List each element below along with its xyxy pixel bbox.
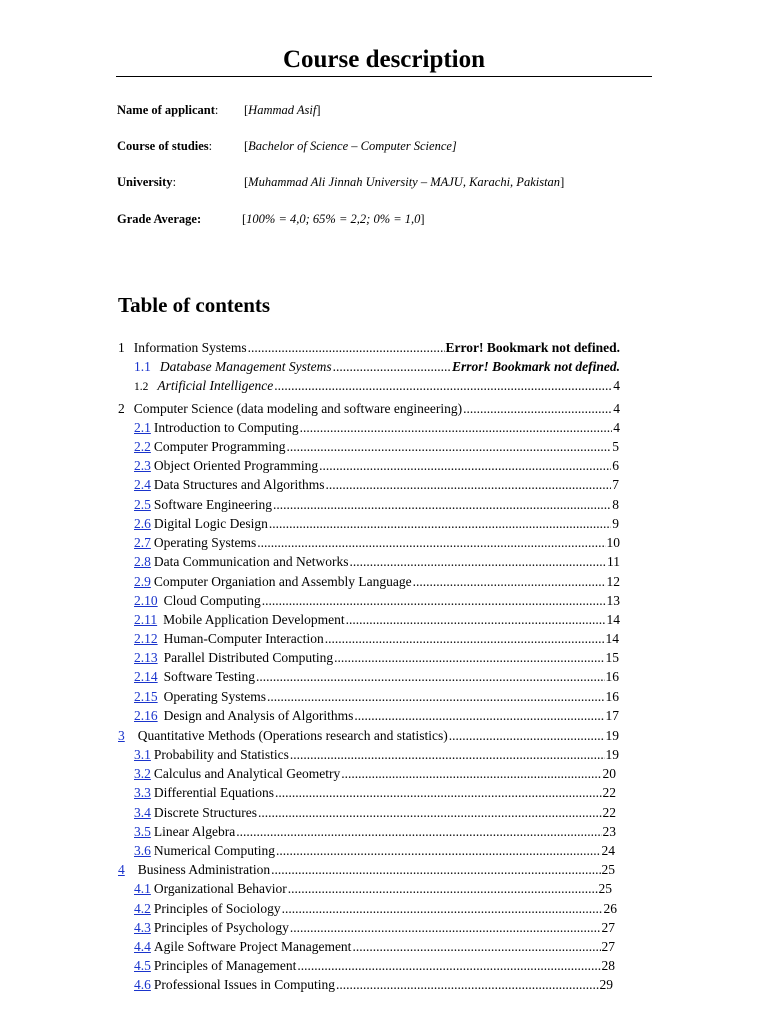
toc-entry-page: 6 [612, 458, 619, 473]
toc-dot-leader [336, 976, 599, 994]
field-label: Grade Average: [117, 212, 202, 226]
toc-entry-number[interactable]: 2.13 [134, 650, 158, 665]
toc-entry-page: 25 [598, 881, 612, 896]
toc-entry[interactable] [134, 515, 619, 533]
toc-entry-page: 5 [612, 439, 619, 454]
toc-entry-title: Digital Logic Design [153, 516, 268, 531]
document-title: Course description [282, 46, 486, 73]
toc-entry-title: Software Testing [163, 669, 256, 684]
toc-entry-title: Design and Analysis of Algorithms [163, 708, 354, 723]
toc-entry[interactable] [134, 630, 619, 648]
toc-entry[interactable] [134, 900, 617, 918]
toc-entry-number[interactable]: 4.6 [134, 977, 151, 992]
toc-dot-leader [297, 957, 600, 975]
title-underline [116, 76, 652, 77]
toc-entry[interactable] [134, 804, 616, 822]
toc-entry-title: Cloud Computing [163, 593, 261, 608]
toc-entry-title: Parallel Distributed Computing [163, 650, 334, 665]
toc-entry[interactable] [118, 339, 620, 357]
toc-entry-number[interactable]: 2.16 [134, 708, 158, 723]
toc-entry-title: Business Administration [137, 862, 271, 877]
toc-dot-leader [288, 880, 598, 898]
toc-entry[interactable] [134, 457, 619, 475]
toc-dot-leader [413, 573, 606, 591]
toc-entry-page: 19 [605, 747, 619, 762]
toc-entry-page: Error! Bookmark not defined. [445, 340, 620, 355]
toc-entry-title: Discrete Structures [153, 805, 257, 820]
toc-entry-number[interactable]: 4.1 [134, 881, 151, 896]
toc-entry[interactable] [134, 611, 620, 629]
toc-entry-number[interactable]: 2.5 [134, 497, 151, 512]
toc-entry[interactable] [134, 707, 619, 725]
toc-dot-leader [325, 476, 611, 494]
toc-entry-page: 11 [607, 554, 620, 569]
toc-entry[interactable] [134, 823, 616, 841]
field-value: [Hammad Asif] [244, 103, 321, 117]
field-value: [100% = 4,0; 65% = 2,2; 0% = 1,0] [242, 212, 425, 226]
toc-entry-title: Organizational Behavior [153, 881, 287, 896]
toc-dot-leader [290, 746, 605, 764]
toc-entry-page: 16 [605, 689, 619, 704]
toc-entry-page: 4 [613, 420, 620, 435]
toc-entry-title: Database Management Systems [159, 359, 332, 374]
toc-dot-leader [319, 457, 611, 475]
toc-dot-leader [463, 400, 612, 418]
toc-entry[interactable] [134, 649, 619, 667]
toc-entry-title: Probability and Statistics [153, 747, 289, 762]
toc-entry-title: Agile Software Project Management [153, 939, 352, 954]
toc-entry[interactable] [134, 746, 619, 764]
toc-entry-title: Software Engineering [153, 497, 272, 512]
toc-dot-leader [290, 919, 601, 937]
toc-entry-title: Information Systems [133, 340, 247, 355]
toc-entry[interactable] [134, 377, 620, 395]
toc-entry[interactable] [134, 438, 619, 456]
field-label: Name of applicant: [117, 103, 219, 117]
toc-dot-leader [346, 611, 606, 629]
toc-entry-number[interactable]: 4.5 [134, 958, 151, 973]
toc-entry-title: Principles of Psychology [153, 920, 289, 935]
toc-entry-page: 22 [602, 785, 616, 800]
toc-entry-page: Error! Bookmark not defined. [451, 359, 620, 374]
toc-entry-number[interactable]: 3.3 [134, 785, 151, 800]
toc-entry[interactable] [134, 592, 620, 610]
toc-entry[interactable] [134, 358, 620, 376]
toc-entry[interactable] [134, 419, 620, 437]
toc-dot-leader [269, 515, 611, 533]
toc-entry-number: 2 [118, 401, 125, 416]
toc-entry-page: 9 [612, 516, 619, 531]
toc-entry-page: 16 [605, 669, 619, 684]
toc-entry-title: Quantitative Methods (Operations research and statistics) [137, 728, 448, 743]
toc-entry[interactable] [134, 919, 615, 937]
toc-entry-page: 29 [599, 977, 613, 992]
toc-dot-leader [300, 419, 613, 437]
toc-entry-title: Computer Programming [153, 439, 286, 454]
toc-dot-leader [257, 534, 605, 552]
toc-entry[interactable] [134, 688, 619, 706]
toc-heading: Table of contents [118, 293, 271, 317]
toc-entry-page: 4 [613, 401, 620, 416]
toc-entry[interactable] [134, 784, 616, 802]
toc-entry-title: Operating Systems [163, 689, 266, 704]
toc-entry-page: 17 [605, 708, 619, 723]
toc-entry-number[interactable]: 2.10 [134, 593, 158, 608]
toc-entry-number[interactable]: 2.2 [134, 439, 151, 454]
toc-entry-number: 1.2 [134, 381, 149, 393]
toc-entry-number[interactable]: 2.6 [134, 516, 151, 531]
toc-entry-number[interactable]: 3.1 [134, 747, 151, 762]
toc-entry-title: Calculus and Analytical Geometry [153, 766, 341, 781]
toc-entry-number[interactable]: 4 [118, 862, 125, 877]
toc-dot-leader [349, 553, 606, 571]
toc-entry[interactable] [134, 496, 619, 514]
toc-dot-leader [273, 496, 611, 514]
toc-entry[interactable] [134, 880, 612, 898]
toc-entry-title: Artificial Intelligence [157, 378, 274, 393]
toc-entry-page: 22 [602, 805, 616, 820]
toc-entry[interactable] [134, 534, 620, 552]
toc-entry-number[interactable]: 2.7 [134, 535, 151, 550]
toc-dot-leader [275, 784, 602, 802]
toc-entry-page: 24 [601, 843, 615, 858]
toc-entry-title: Object Oriented Programming [153, 458, 319, 473]
toc-entry[interactable] [134, 765, 616, 783]
field-value: [Muhammad Ali Jinnah University – MAJU, Karachi, Pakistan] [244, 175, 565, 189]
toc-entry-title: Differential Equations [153, 785, 274, 800]
field-label: Course of studies: [117, 139, 213, 153]
toc-dot-leader [352, 938, 600, 956]
toc-dot-leader [354, 707, 604, 725]
toc-dot-leader [341, 765, 601, 783]
toc-entry-page: 7 [612, 477, 619, 492]
toc-entry[interactable] [134, 476, 619, 494]
toc-entry-number[interactable]: 3.4 [134, 805, 151, 820]
toc-entry-number[interactable]: 2.3 [134, 458, 151, 473]
toc-entry-number[interactable]: 2.4 [134, 477, 151, 492]
toc-entry-number[interactable]: 2.8 [134, 554, 151, 569]
toc-entry-page: 25 [601, 862, 615, 877]
toc-entry-page: 4 [613, 378, 620, 393]
toc-dot-leader [287, 438, 612, 456]
toc-entry-number: 1 [118, 340, 125, 355]
toc-dot-leader [449, 727, 605, 745]
toc-entry-number[interactable]: 2.14 [134, 669, 158, 684]
toc-entry-number[interactable]: 3 [118, 728, 125, 743]
toc-entry[interactable] [118, 861, 615, 879]
toc-entry-number[interactable]: 4.4 [134, 939, 151, 954]
toc-entry-number[interactable]: 2.15 [134, 689, 158, 704]
toc-entry-page: 23 [602, 824, 616, 839]
toc-entry[interactable] [134, 573, 620, 591]
toc-dot-leader [267, 688, 605, 706]
toc-entry[interactable] [134, 938, 615, 956]
toc-entry-number[interactable]: 2.12 [134, 631, 158, 646]
toc-entry-title: Computer Science (data modeling and software engineering) [133, 401, 463, 416]
toc-entry[interactable] [134, 976, 613, 994]
toc-entry-title: Linear Algebra [153, 824, 236, 839]
toc-entry-title: Data Communication and Networks [153, 554, 349, 569]
toc-entry-number[interactable]: 3.6 [134, 843, 151, 858]
toc-entry-number[interactable]: 3.2 [134, 766, 151, 781]
toc-entry-title: Data Structures and Algorithms [153, 477, 325, 492]
toc-entry-number: 1.1 [134, 359, 151, 374]
toc-dot-leader [334, 649, 604, 667]
toc-entry[interactable] [134, 842, 615, 860]
toc-entry-title: Mobile Application Development [163, 612, 345, 627]
toc-dot-leader [262, 592, 606, 610]
toc-entry-page: 27 [601, 920, 615, 935]
toc-entry-title: Computer Organiation and Assembly Language [153, 574, 412, 589]
toc-dot-leader [248, 339, 445, 357]
toc-entry-title: Numerical Computing [153, 843, 275, 858]
toc-entry-number[interactable]: 2.9 [134, 574, 151, 589]
toc-entry[interactable] [118, 727, 619, 745]
field-label: University: [117, 175, 177, 189]
toc-entry-page: 13 [606, 593, 620, 608]
field-value: [Bachelor of Science – Computer Science] [244, 139, 457, 153]
toc-entry-page: 27 [601, 939, 615, 954]
toc-entry-page: 19 [605, 728, 619, 743]
toc-entry-title: Principles of Sociology [153, 901, 281, 916]
toc-entry[interactable] [118, 400, 620, 418]
toc-dot-leader [282, 900, 603, 918]
toc-dot-leader [333, 358, 451, 376]
toc-entry-number[interactable]: 4.3 [134, 920, 151, 935]
toc-entry-number[interactable]: 4.2 [134, 901, 151, 916]
toc-dot-leader [325, 630, 605, 648]
toc-entry-page: 14 [606, 612, 620, 627]
toc-dot-leader [258, 804, 602, 822]
toc-entry-number[interactable]: 3.5 [134, 824, 151, 839]
toc-entry-page: 14 [605, 631, 619, 646]
toc-entry-number[interactable]: 2.1 [134, 420, 151, 435]
toc-entry[interactable] [134, 668, 619, 686]
toc-entry-page: 15 [605, 650, 619, 665]
toc-entry-title: Human-Computer Interaction [163, 631, 324, 646]
toc-entry-title: Introduction to Computing [153, 420, 299, 435]
toc-dot-leader [274, 377, 612, 395]
toc-dot-leader [276, 842, 601, 860]
toc-entry-page: 12 [606, 574, 620, 589]
toc-dot-leader [256, 668, 604, 686]
toc-entry[interactable] [134, 957, 615, 975]
toc-entry-title: Principles of Management [153, 958, 297, 973]
toc-entry-page: 26 [603, 901, 617, 916]
toc-entry-page: 8 [612, 497, 619, 512]
toc-entry-page: 20 [602, 766, 616, 781]
toc-entry-page: 10 [606, 535, 620, 550]
toc-entry-page: 28 [601, 958, 615, 973]
toc-entry[interactable] [134, 553, 620, 571]
toc-dot-leader [271, 861, 600, 879]
toc-entry-title: Professional Issues in Computing [153, 977, 335, 992]
toc-dot-leader [236, 823, 601, 841]
toc-entry-title: Operating Systems [153, 535, 257, 550]
toc-entry-number[interactable]: 2.11 [134, 612, 158, 627]
